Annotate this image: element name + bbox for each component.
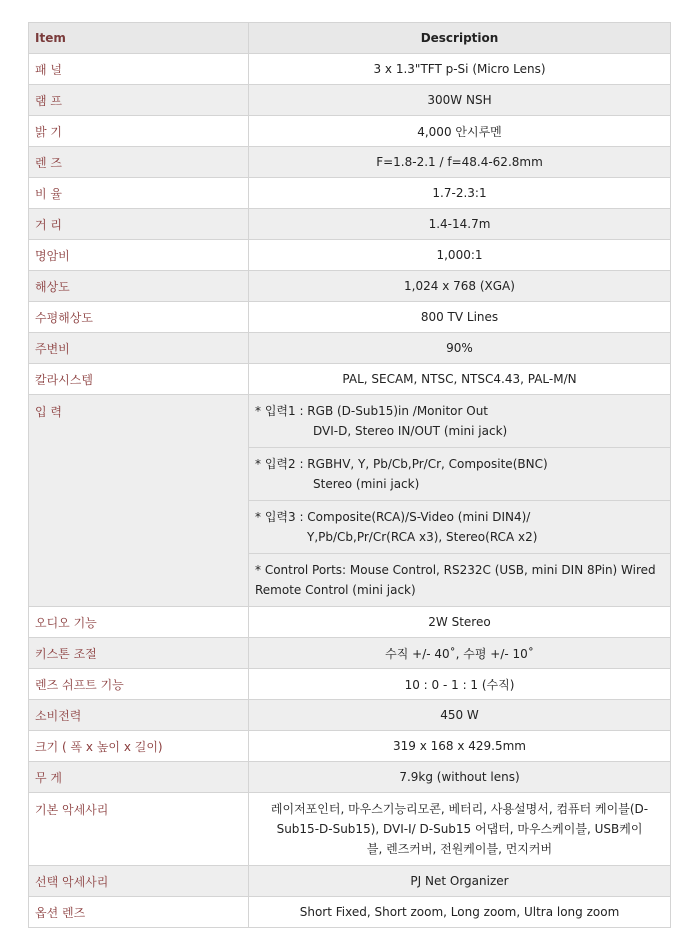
- spec-row-resolution: [29, 271, 671, 302]
- spec-value: 10 : 0 - 1 : 1 (수직): [249, 669, 671, 700]
- spec-row-power: [29, 700, 671, 731]
- spec-value: 2W Stereo: [249, 607, 671, 638]
- spec-label: 옵션 렌즈: [29, 897, 249, 928]
- spec-row-horizontal-resolution: [29, 302, 671, 333]
- spec-label: 소비전력: [29, 700, 249, 731]
- spec-row-keystone: [29, 638, 671, 669]
- spec-value: 4,000 안시루멘: [249, 116, 671, 147]
- spec-label: 렌즈 쉬프트 기능: [29, 669, 249, 700]
- spec-row-ratio: [29, 178, 671, 209]
- spec-label: 렌 즈: [29, 147, 249, 178]
- spec-row-uniformity: [29, 333, 671, 364]
- input-entry-line: * 입력2 : RGBHV, Y, Pb/Cb,Pr/Cr, Composite(BNC): [255, 457, 548, 471]
- spec-value: 800 TV Lines: [249, 302, 671, 333]
- spec-label: 무 게: [29, 762, 249, 793]
- spec-value: 1,024 x 768 (XGA): [249, 271, 671, 302]
- spec-row-audio: [29, 607, 671, 638]
- spec-label: 선택 악세사리: [29, 866, 249, 897]
- spec-row-panel: [29, 54, 671, 85]
- spec-label: 거 리: [29, 209, 249, 240]
- spec-label: 칼라시스템: [29, 364, 249, 395]
- spec-label: 오디오 기능: [29, 607, 249, 638]
- spec-value: 수직 +/- 40˚, 수평 +/- 10˚: [249, 638, 671, 669]
- spec-label: 패 널: [29, 54, 249, 85]
- spec-value: 1,000:1: [249, 240, 671, 271]
- input-entry-line: * Control Ports: Mouse Control, RS232C (USB, mini DIN 8Pin) Wired Remote Control (mini jack): [255, 563, 656, 597]
- spec-label: 수평해상도: [29, 302, 249, 333]
- spec-value: 레이저포인터, 마우스기능리모콘, 베터리, 사용설명서, 컴퓨터 케이블(D-Sub15-D-Sub15), DVI-I/ D-Sub15 어댑터, 마우스케이블, USB케이블, 렌즈커버, 전원케이블, 먼지커버: [249, 793, 671, 866]
- spec-row-lens-shift: [29, 669, 671, 700]
- input-entry-line: * 입력1 : RGB (D-Sub15)in /Monitor Out: [255, 404, 489, 418]
- spec-row-weight: [29, 762, 671, 793]
- spec-value: 300W NSH: [249, 85, 671, 116]
- spec-value: PAL, SECAM, NTSC, NTSC4.43, PAL-M/N: [249, 364, 671, 395]
- input-entry-4: [249, 554, 671, 607]
- spec-table: [28, 22, 671, 928]
- spec-value: F=1.8-2.1 / f=48.4-62.8mm: [249, 147, 671, 178]
- spec-value: 450 W: [249, 700, 671, 731]
- spec-row-lens: [29, 147, 671, 178]
- spec-label: 주변비: [29, 333, 249, 364]
- spec-row-basic-accessories: [29, 793, 671, 866]
- spec-label: 입 력: [29, 395, 249, 607]
- input-entry-line: Stereo (mini jack): [313, 477, 420, 491]
- spec-label: 키스톤 조절: [29, 638, 249, 669]
- spec-value: Short Fixed, Short zoom, Long zoom, Ultra long zoom: [249, 897, 671, 928]
- spec-value: PJ Net Organizer: [249, 866, 671, 897]
- spec-value: 90%: [249, 333, 671, 364]
- spec-value: 1.7-2.3:1: [249, 178, 671, 209]
- spec-label: 크기 ( 폭 x 높이 x 길이): [29, 731, 249, 762]
- input-entry-line: * 입력3 : Composite(RCA)/S-Video (mini DIN4)/: [255, 510, 531, 524]
- spec-row-option-lens: [29, 897, 671, 928]
- input-entry-line: Y,Pb/Cb,Pr/Cr(RCA x3), Stereo(RCA x2): [307, 530, 538, 544]
- input-entry-line: DVI-D, Stereo IN/OUT (mini jack): [313, 424, 508, 438]
- spec-value: 3 x 1.3"TFT p-Si (Micro Lens): [249, 54, 671, 85]
- spec-value: 1.4-14.7m: [249, 209, 671, 240]
- spec-row-lamp: [29, 85, 671, 116]
- spec-row-size: [29, 731, 671, 762]
- header-row: [29, 23, 671, 54]
- header-item: Item: [29, 23, 249, 54]
- spec-row-optional-accessories: [29, 866, 671, 897]
- spec-label: 밝 기: [29, 116, 249, 147]
- spec-label: 명암비: [29, 240, 249, 271]
- header-description: Description: [249, 23, 671, 54]
- spec-label: 비 율: [29, 178, 249, 209]
- spec-value: 7.9kg (without lens): [249, 762, 671, 793]
- spec-row-distance: [29, 209, 671, 240]
- spec-row-contrast: [29, 240, 671, 271]
- input-entry-1: [249, 395, 671, 448]
- input-entry-3: [249, 501, 671, 554]
- spec-label: 기본 악세사리: [29, 793, 249, 866]
- input-entry-2: [249, 448, 671, 501]
- spec-label: 해상도: [29, 271, 249, 302]
- spec-row-color-system: [29, 364, 671, 395]
- spec-label: 램 프: [29, 85, 249, 116]
- spec-value: 319 x 168 x 429.5mm: [249, 731, 671, 762]
- spec-row-input: [29, 395, 671, 448]
- spec-row-brightness: [29, 116, 671, 147]
